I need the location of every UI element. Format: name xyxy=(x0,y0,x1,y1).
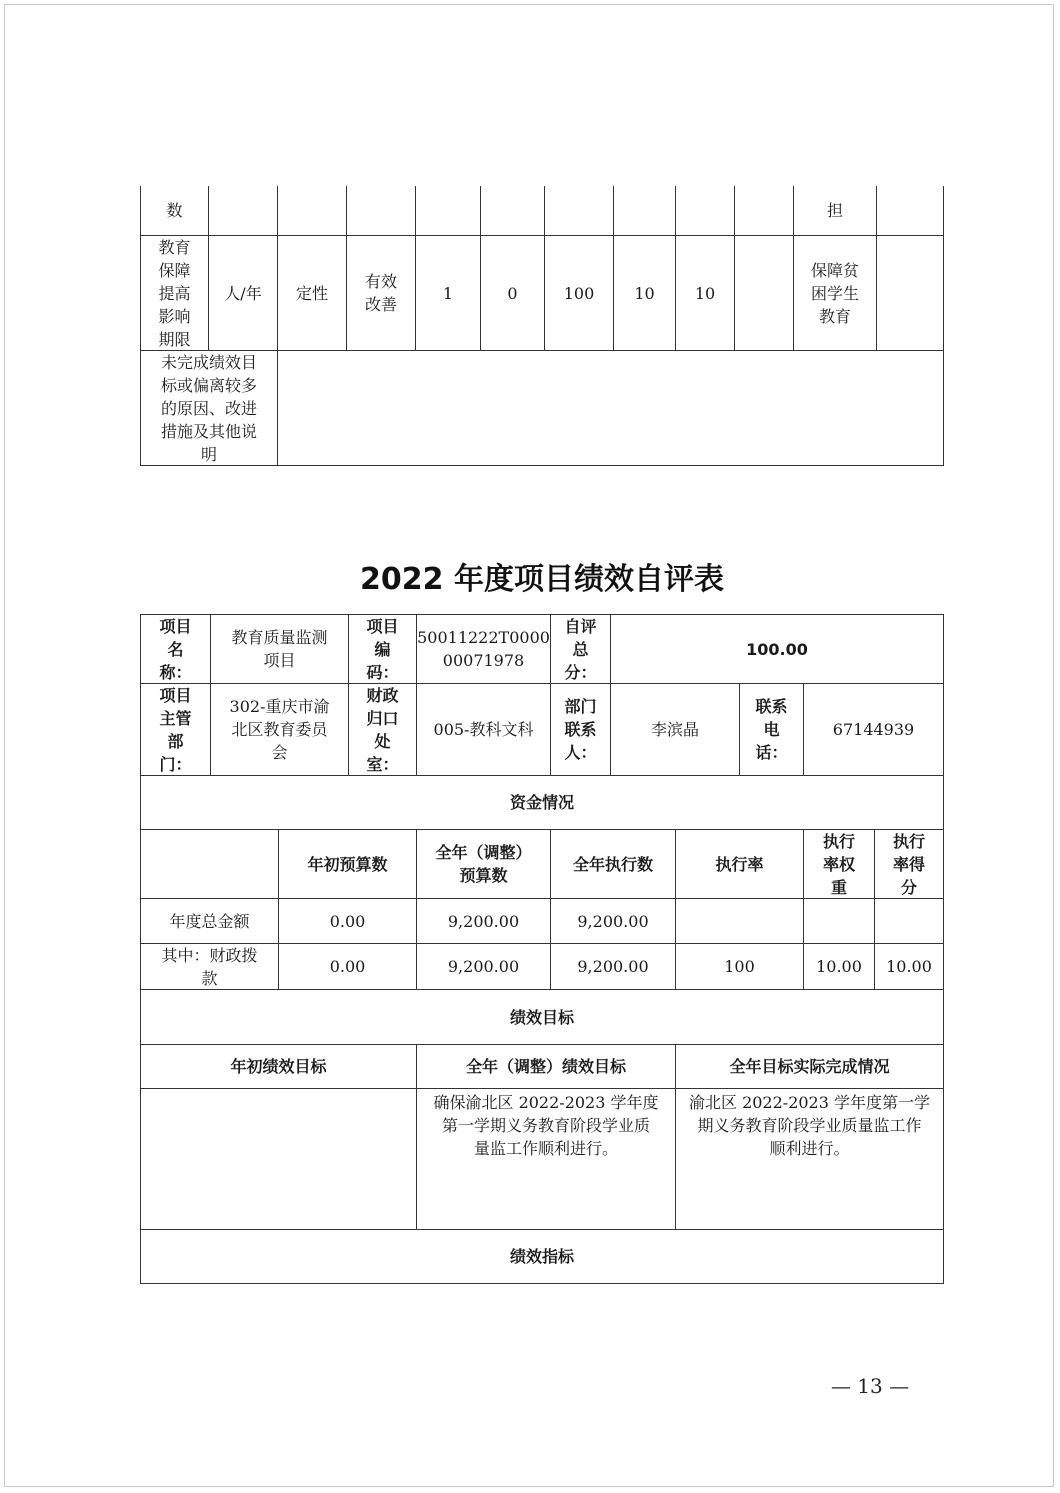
funds-row-total-rate xyxy=(675,898,804,944)
indicator-direction: 有效 改善 xyxy=(346,235,416,351)
indicator-extra xyxy=(876,235,944,351)
indicator-nature: 定性 xyxy=(277,235,347,351)
contact-label: 部门 联系 人： xyxy=(550,683,611,776)
phone-label: 联系 电 话： xyxy=(739,683,804,776)
score-value: 100.00 xyxy=(610,614,944,684)
top-row1-c1: 数 xyxy=(140,186,209,236)
score-label: 自评 总 分： xyxy=(550,614,611,684)
top-row1-c3 xyxy=(277,186,347,236)
dept-label: 项目 主管 部 门： xyxy=(140,683,211,776)
goals-initial-value xyxy=(140,1088,417,1230)
funds-row-total-executed: 9,200.00 xyxy=(550,898,676,944)
goals-adjusted-value: 确保渝北区 2022-2023 学年度 第一学期义务教育阶段学业质 量监工作顺利进行。 xyxy=(416,1088,676,1230)
funds-row-fiscal-label: 其中：财政拨 款 xyxy=(140,943,279,990)
funds-header-initial: 年初预算数 xyxy=(278,829,417,899)
indicator-v3: 100 xyxy=(544,235,614,351)
indicator-name: 教育 保障 提高 影响 期限 xyxy=(140,235,209,351)
top-row1-c8 xyxy=(613,186,676,236)
funds-section-header: 资金情况 xyxy=(140,775,944,830)
funds-header-executed: 全年执行数 xyxy=(550,829,676,899)
funds-row-total-initial: 0.00 xyxy=(278,898,417,944)
unfinished-reason-value xyxy=(277,350,944,466)
funds-header-score: 执行 率得 分 xyxy=(874,829,944,899)
top-row1-c11: 担 xyxy=(793,186,877,236)
unfinished-reason-label: 未完成绩效目 标或偏离较多 的原因、改进 措施及其他说 明 xyxy=(140,350,278,466)
funds-row-fiscal-weight: 10.00 xyxy=(803,943,875,990)
goals-header-initial: 年初绩效目标 xyxy=(140,1044,417,1089)
funds-header-blank xyxy=(140,829,279,899)
funds-row-fiscal-rate: 100 xyxy=(675,943,804,990)
funds-row-total-adjusted: 9,200.00 xyxy=(416,898,551,944)
funds-header-adjusted: 全年（调整） 预算数 xyxy=(416,829,551,899)
funds-row-fiscal-initial: 0.00 xyxy=(278,943,417,990)
page-number: — 13 — xyxy=(830,1374,910,1398)
indicator-v2: 0 xyxy=(480,235,545,351)
top-row1-c4 xyxy=(346,186,416,236)
top-row1-c9 xyxy=(675,186,735,236)
goals-header-actual: 全年目标实际完成情况 xyxy=(675,1044,944,1089)
funds-row-fiscal-adjusted: 9,200.00 xyxy=(416,943,551,990)
project-name-label: 项目 名 称： xyxy=(140,614,211,684)
finance-office-value: 005-教科文科 xyxy=(416,683,551,776)
indicator-note: 保障贫 困学生 教育 xyxy=(793,235,877,351)
indicator-unit: 人/年 xyxy=(208,235,278,351)
indicator-v4: 10 xyxy=(613,235,676,351)
top-row1-c7 xyxy=(544,186,614,236)
goals-actual-value: 渝北区 2022-2023 学年度第一学 期义务教育阶段学业质量监工作 顺利进行。 xyxy=(675,1088,944,1230)
top-row1-c10 xyxy=(734,186,794,236)
funds-row-fiscal-score: 10.00 xyxy=(874,943,944,990)
project-code-label: 项目 编 码： xyxy=(348,614,417,684)
contact-value: 李滨晶 xyxy=(610,683,740,776)
page-title: 2022 年度项目绩效自评表 xyxy=(360,562,724,597)
funds-row-total-weight xyxy=(803,898,875,944)
indicator-v5: 10 xyxy=(675,235,735,351)
dept-value: 302-重庆市渝 北区教育委员 会 xyxy=(210,683,349,776)
funds-row-fiscal-executed: 9,200.00 xyxy=(550,943,676,990)
goals-section-header: 绩效目标 xyxy=(140,989,944,1045)
project-code: 50011222T0000 00071978 xyxy=(416,614,551,684)
project-name: 教育质量监测 项目 xyxy=(210,614,349,684)
top-row1-c5 xyxy=(415,186,481,236)
goals-header-adjusted: 全年（调整）绩效目标 xyxy=(416,1044,676,1089)
phone-value: 67144939 xyxy=(803,683,944,776)
indicators-section-header: 绩效指标 xyxy=(140,1229,944,1284)
top-row1-c6 xyxy=(480,186,545,236)
finance-office-label: 财政 归口 处 室： xyxy=(348,683,417,776)
indicator-v1: 1 xyxy=(415,235,481,351)
funds-row-total-label: 年度总金额 xyxy=(140,898,279,944)
funds-row-total-score xyxy=(874,898,944,944)
funds-header-weight: 执行 率权 重 xyxy=(803,829,875,899)
top-row1-c2 xyxy=(208,186,278,236)
top-row1-c12 xyxy=(876,186,944,236)
funds-header-rate: 执行率 xyxy=(675,829,804,899)
indicator-blank xyxy=(734,235,794,351)
